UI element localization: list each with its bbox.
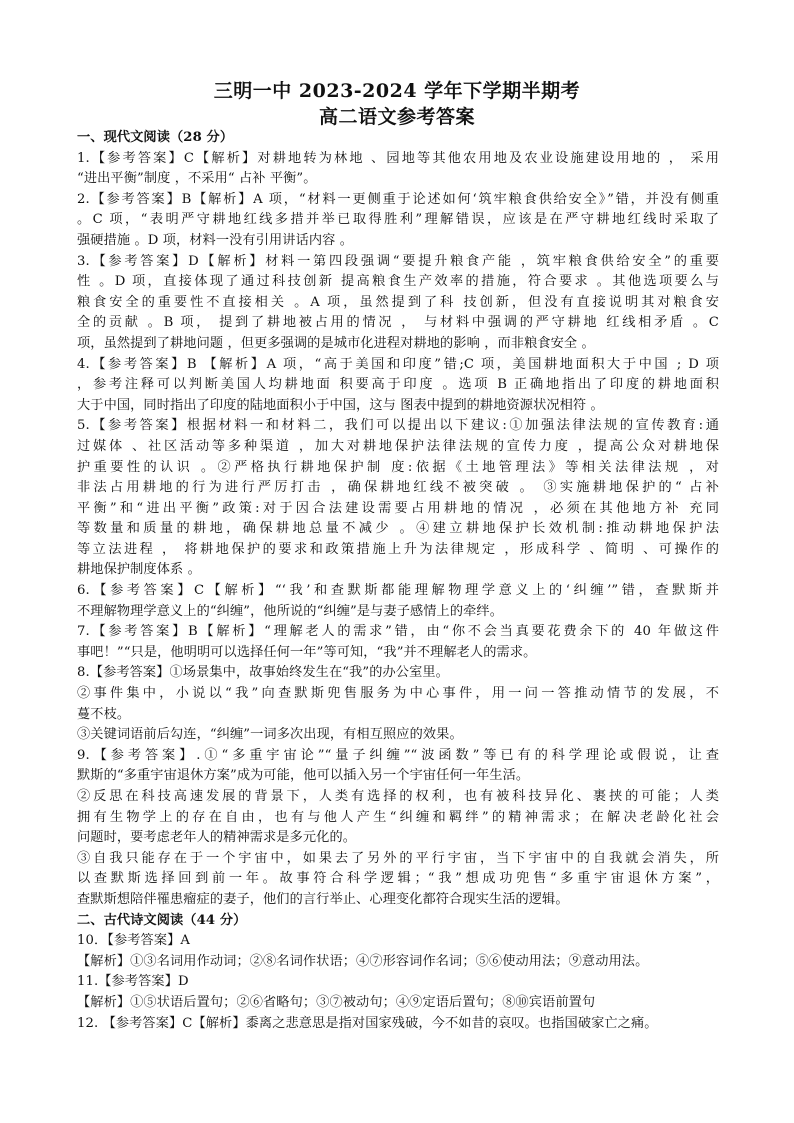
- text-line: ②事件集中，小说以“我”向查默斯兜售服务为中心事件，用一问一答推动情节的发展，不: [77, 686, 719, 702]
- text-line: 护重要性的认识 。②严格执行耕地保护制 度:依据《土地管理法》等相关法律法规 ，对: [77, 459, 719, 475]
- text-line: 粮食安全的重要性不直接相关 。A 项，虽然提到了科 技创新，但没有直接说明其对粮食安: [77, 294, 719, 310]
- text-line: 以查默斯选择回到前一年。故事符合科学逻辑；“我”想成功兜售“多重宇宙退休方案”，: [77, 871, 719, 887]
- text-line: 强硬措施 。D 项，材料一没有引用讲话内容 。: [77, 232, 354, 248]
- text-line: 7.【参考答案】B【解析】“理解老人的需求”错，由“你不会当真要花费余下的 40 年做这件: [77, 624, 719, 640]
- text-line: 9.【参考答案】.①“多重宇宙论”“量子纠缠”“波函数”等已有的科学理论或假说，让查: [77, 747, 719, 763]
- text-line: 平衡”和“进出平衡”政策:对于因合法建设需要占用耕地的情况 ，必须在其他地方补 充同: [77, 500, 719, 516]
- text-line: 。C 项，“表明严守耕地红线多措并举已取得胜利”理解错误，应该是在严守耕地红线时采取了: [77, 212, 719, 228]
- text-line: 非法占用耕地的行为进行严厉打击 ，确保耕地红线不被突破 。 ③实施耕地保护的“ 占补: [77, 480, 719, 496]
- text-line: 性 。D 项，直接体现了通过科技创新 提高粮食生产效率的措施，符合要求 。其他选项要么与: [77, 274, 719, 290]
- text-line: 8.【参考答案】①场景集中，故事始终发生在“我”的办公室里。: [77, 665, 449, 681]
- text-line: 事吧！”“只是，他明明可以选择任何一年”等可知，“我”并不理解老人的需求。: [77, 644, 537, 660]
- text-line: 12. 【参考答案】C【解析】黍离之悲意思是指对国家残破，今不如昔的哀叹。也指国破家亡之痛。: [77, 1015, 658, 1031]
- text-line: 11.【参考答案】D: [77, 974, 189, 990]
- text-line: ③自我只能存在于一个宇宙中，如果去了另外的平行宇宙，当下宇宙中的自我就会消失，所: [77, 850, 719, 866]
- text-line: 10．【参考答案】A: [77, 933, 191, 949]
- text-line: 全的贡献 。B 项， 提到了耕地被占用的情况 ， 与材料中强调的严守耕地 红线相矛盾 。C: [77, 315, 719, 331]
- text-line: “进出平衡”制度 ，不采用“ 占补 平衡”。: [77, 171, 317, 187]
- section-heading: 二、古代诗文阅读（44 分）: [77, 912, 247, 928]
- text-line: 默斯的“多重宇宙退休方案”成为可能，他可以插入另一个宇宙任何一年生活。: [77, 768, 530, 784]
- page-subtitle: 高二语文参考答案: [318, 106, 475, 128]
- text-line: 项，虽然提到了耕地问题 ，但更多强调的是城市化进程对耕地的影响 ，而非粮食安全 。: [77, 335, 595, 351]
- text-line: 不理解物理学意义上的“纠缠”，他所说的“纠缠”是与妻子感情上的牵绊。: [77, 603, 503, 619]
- text-line: 6.【参考答案】C【解析】“‘我’和查默斯都能理解物理学意义上的‘纠缠’”错，查默斯并: [77, 583, 719, 599]
- text-line: 等数量和质量的耕地，确保耕地总量不减少 。④建立耕地保护长效机制:推动耕地保护法: [77, 521, 719, 537]
- text-line: 过媒体 、社区活动等多种渠道 ，加大对耕地保护法律法规的宣传力度 ，提高公众对耕地保: [77, 438, 719, 454]
- text-line: 3.【参考答案】D【解析】材料一第四段强调“要提升粮食产能 ，筑牢粮食供给安全”的重要: [77, 253, 719, 269]
- text-line: ③关键词语前后勾连，“纠缠”一词多次出现，有相互照应的效果。: [77, 727, 463, 743]
- text-line: 【解析】①③名词用作动词；②⑧名词作状语；④⑦形容词作名词；⑤⑥使动用法；⑨意动用法。: [77, 953, 649, 969]
- text-line: 5.【参考答案】根据材料一和材料二，我们可以提出以下建议:①加强法律法规的宣传教育:通: [77, 418, 719, 434]
- text-line: 等立法进程 ， 将耕地保护的要求和政策措施上升为法律规定 ，形成科学 、简明 、可操作的: [77, 541, 719, 557]
- text-line: 问题时，要考虑老年人的精神需求是多元化的。: [77, 830, 357, 846]
- text-line: 耕地保护制度体系 。: [77, 562, 201, 578]
- text-line: 1.【参考答案】C【解析】对耕地转为林地 、园地等其他农用地及农业设施建设用地的 ， 采用: [77, 150, 719, 166]
- text-line: 4.【参考答案】B 【解析】A 项，“高于美国和印度”错;C 项，美国耕地面积大于中国 ; D 项: [77, 356, 719, 372]
- text-line: ②反思在科技高速发展的背景下，人类有选择的权利，也有被科技异化、裹挟的可能；人类: [77, 789, 719, 804]
- text-line: ，参考注释可以判断美国人均耕地面 积要高于印度 。选项 B 正确地指出了印度的耕地面积: [77, 377, 719, 393]
- text-line: 2.【参考答案】B【解析】A 项，“材料一更侧重于论述如何‘筑牢粮食供给安全》”错，并没有侧重: [77, 191, 719, 207]
- text-line: 拥有生物学上的存在自由，也有与他人产生“纠缠和羁绊”的精神需求；在解决老龄化社会: [77, 809, 719, 825]
- text-line: 查默斯想陪伴罹患瘤症的妻子，他们的言行举止、心理变化都符合现实生活的逻辑。: [77, 891, 569, 907]
- page-title: 三明一中 2023-2024 学年下学期半期考: [213, 80, 581, 102]
- text-line: 【解析】①⑤状语后置句；②⑥省略句；③⑦被动句；④⑨定语后置句；⑧⑩宾语前置句: [77, 994, 596, 1010]
- text-line: 大于中国，同时指出了印度的陆地面积小于中国，这与 图表中提到的耕地资源状况相符 。: [77, 397, 604, 413]
- text-line: 蔓不枝。: [77, 706, 131, 722]
- section-heading: 一、现代文阅读（28 分）: [77, 130, 234, 145]
- answer-body: [77, 128, 719, 1034]
